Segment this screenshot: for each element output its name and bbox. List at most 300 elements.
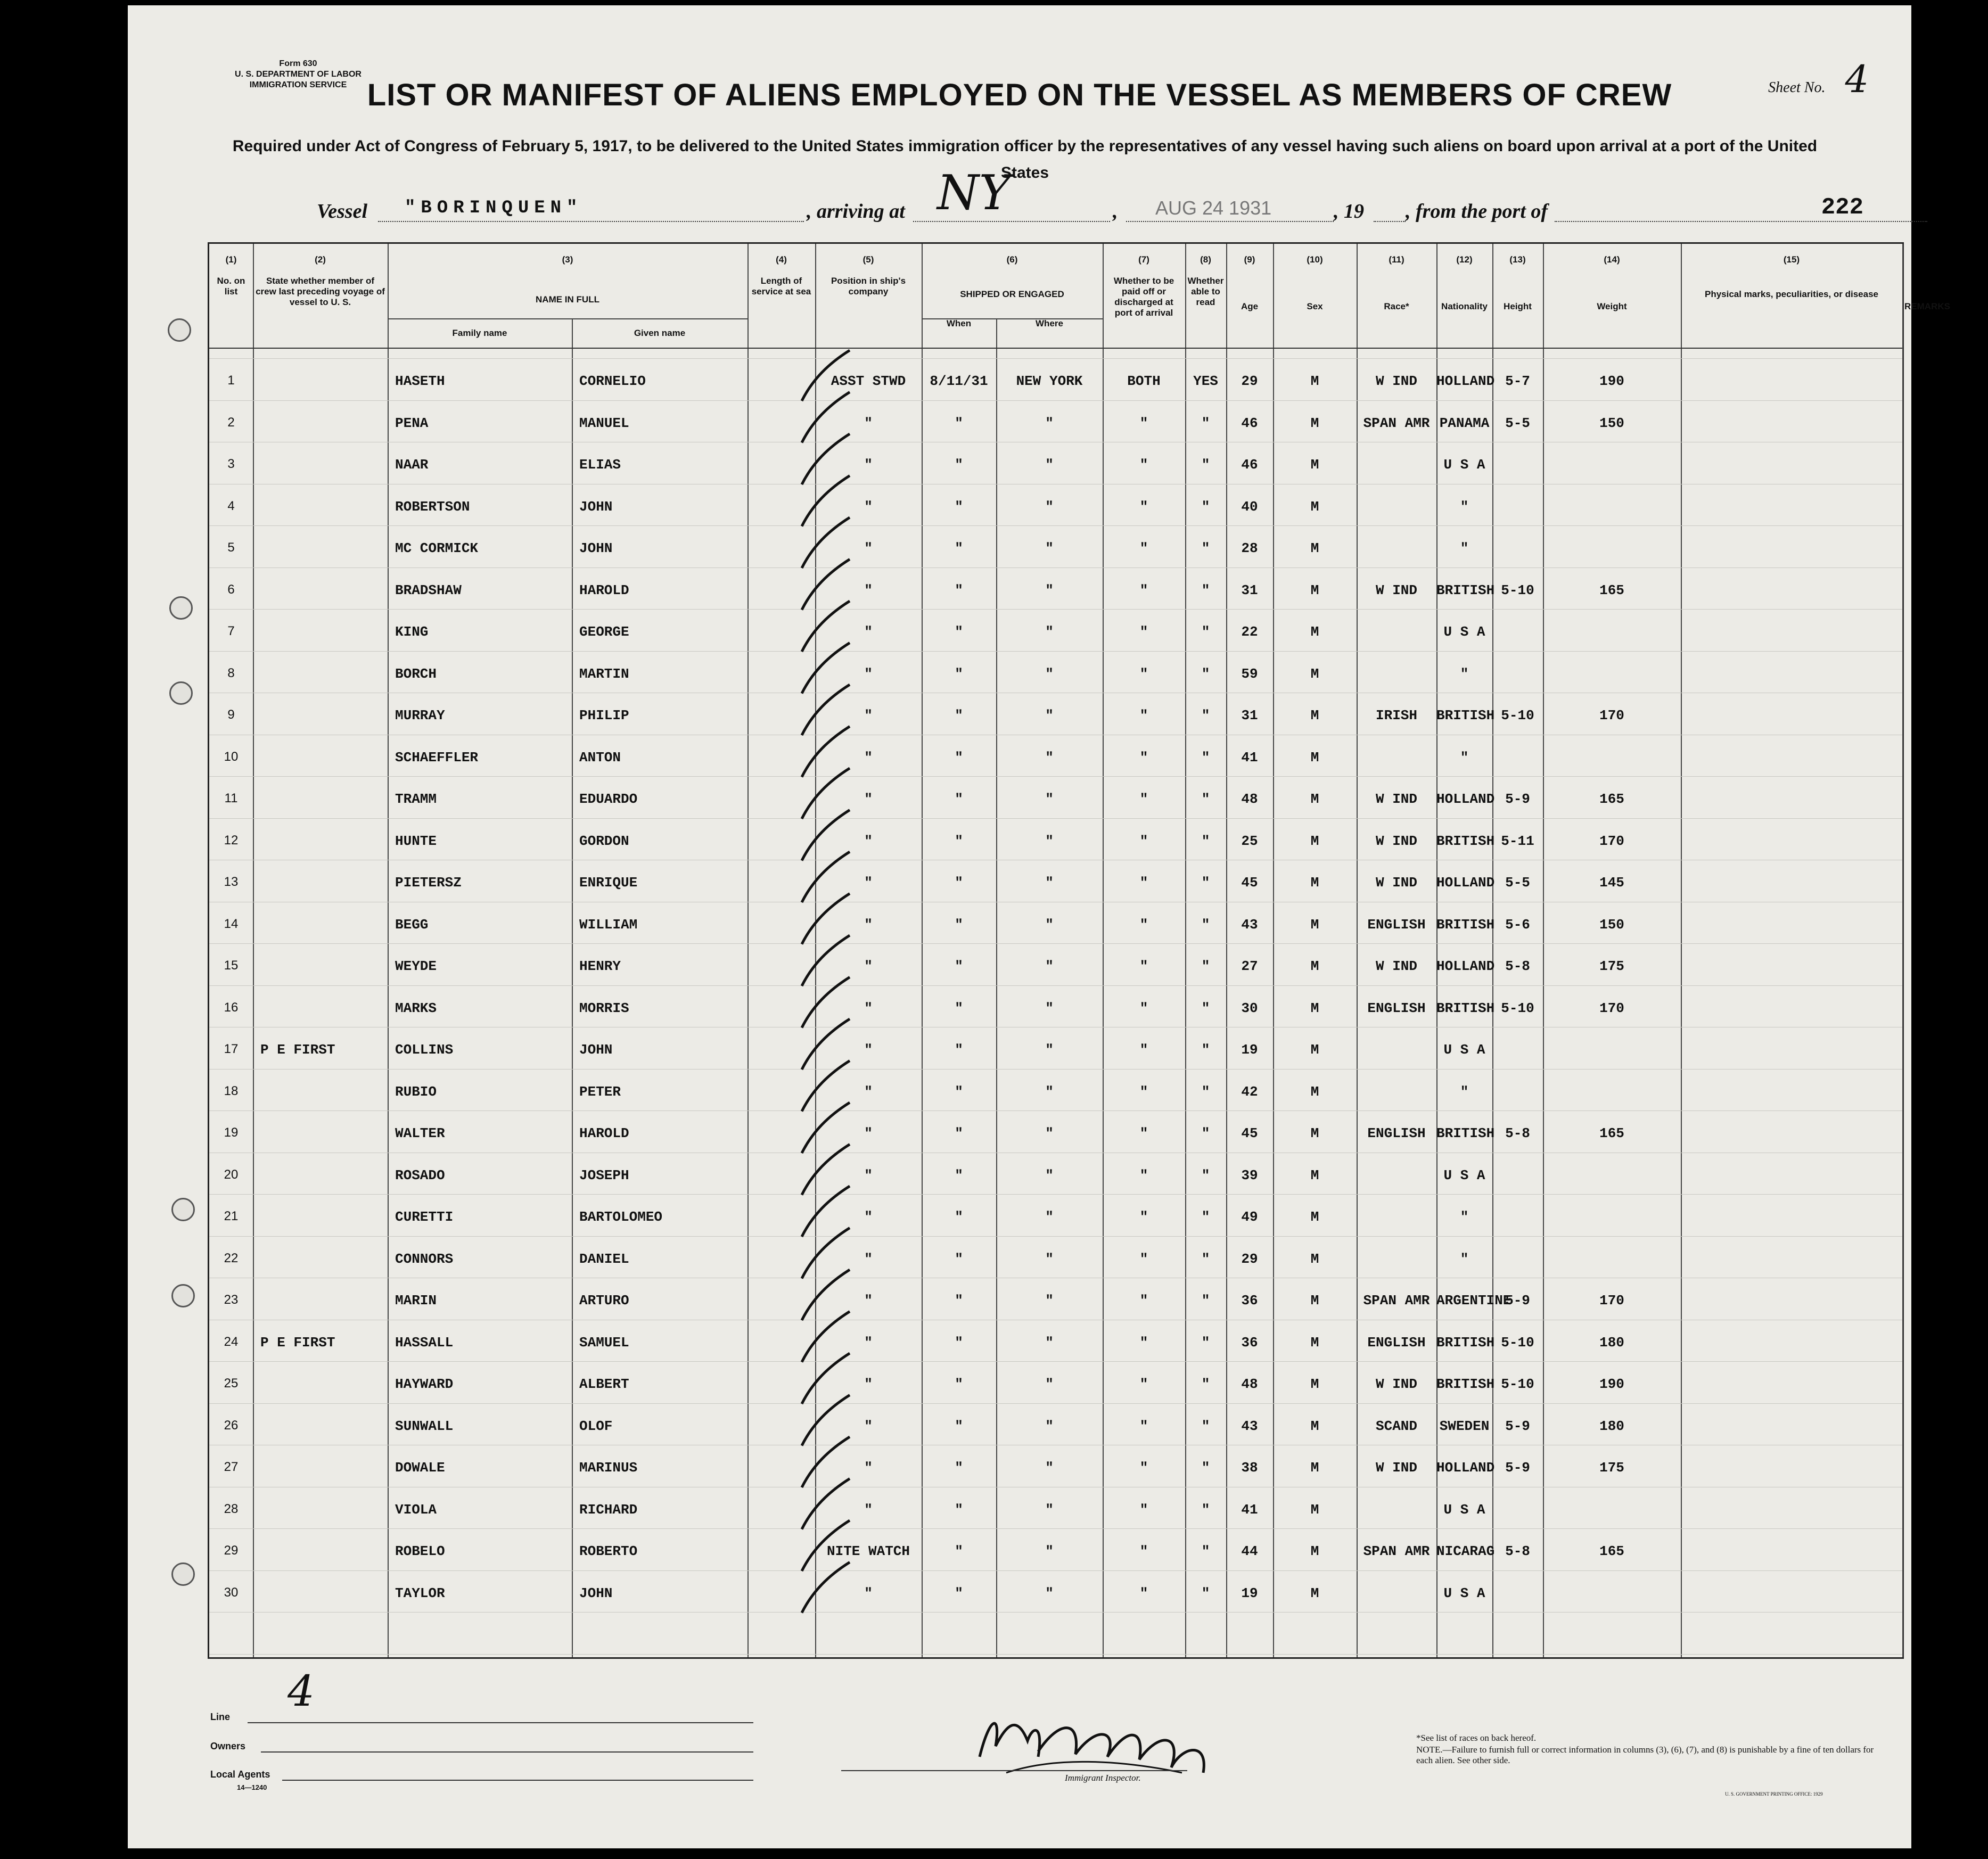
check-slash: [802, 1061, 850, 1112]
nationality: ": [1460, 1251, 1469, 1267]
race: IRISH: [1375, 708, 1417, 723]
family-name: ROSADO: [395, 1167, 445, 1183]
able-to-read: ": [1201, 1460, 1210, 1476]
age: 36: [1241, 1293, 1258, 1309]
shipped-when: ": [955, 415, 963, 431]
paid-off: ": [1139, 749, 1148, 766]
able-to-read: ": [1201, 708, 1210, 723]
paid-off: ": [1139, 540, 1148, 556]
row-number: 7: [227, 624, 235, 638]
row-number: 29: [224, 1543, 239, 1558]
race: W IND: [1375, 833, 1417, 849]
page-subtitle: Required under Act of Congress of February 5, 1917, to be delivered to the United States immigration officer by the representatives of any vessel having such aliens on board upon arrival at a port of the United States: [232, 137, 1818, 182]
position: ": [864, 1501, 873, 1518]
age: 38: [1241, 1460, 1258, 1476]
family-name: SCHAEFFLER: [395, 749, 479, 766]
height: 5-9: [1505, 1293, 1530, 1309]
shipped-where: ": [1045, 958, 1054, 974]
age: 48: [1241, 791, 1258, 807]
check-slash: [802, 1353, 850, 1404]
check-slash: [802, 1145, 850, 1195]
subheader-when: When: [946, 318, 972, 328]
nationality: BRITISH: [1436, 1125, 1495, 1141]
family-name: BORCH: [395, 665, 437, 682]
weight: 175: [1599, 1460, 1624, 1476]
check-slash: [802, 852, 850, 902]
age: 49: [1241, 1209, 1258, 1225]
check-slash: [802, 1228, 850, 1279]
able-to-read: ": [1201, 791, 1210, 807]
given-name: ALBERT: [579, 1376, 629, 1392]
column-header: Height: [1504, 301, 1532, 311]
family-name: CURETTI: [395, 1209, 454, 1225]
family-name: HASSALL: [395, 1334, 454, 1351]
from-port-label: , from the port of: [1406, 200, 1548, 223]
given-name: JOSEPH: [579, 1167, 629, 1183]
height: 5-5: [1505, 415, 1530, 431]
check-slash: [802, 601, 850, 652]
paid-off: ": [1139, 1460, 1148, 1476]
given-name: HAROLD: [579, 1125, 629, 1141]
age: 36: [1241, 1334, 1258, 1351]
shipped-when: ": [955, 1501, 963, 1518]
nationality: U S A: [1443, 1501, 1485, 1518]
check-slash: [802, 768, 850, 819]
race: ENGLISH: [1367, 916, 1426, 933]
nationality: HOLLAND: [1436, 373, 1495, 389]
check-slash: [802, 643, 850, 694]
inspector-label: Immigrant Inspector.: [1065, 1773, 1141, 1783]
age: 27: [1241, 958, 1258, 974]
position: ": [864, 415, 873, 431]
sex: M: [1310, 457, 1319, 473]
check-slash: [802, 1019, 850, 1070]
paid-off: ": [1139, 1585, 1148, 1601]
row-number: 20: [224, 1167, 239, 1182]
family-name: NAAR: [395, 457, 429, 473]
shipped-when: ": [955, 1460, 963, 1476]
shipped-when: 8/11/31: [930, 373, 988, 389]
column-header: Position in ship's company: [831, 276, 906, 297]
check-slash: [802, 894, 850, 944]
shipped-where: ": [1045, 498, 1054, 515]
sex: M: [1310, 1460, 1319, 1476]
shipped-when: ": [955, 1125, 963, 1141]
paid-off: ": [1139, 833, 1148, 849]
column-number: (15): [1783, 254, 1800, 265]
sex: M: [1310, 1042, 1319, 1058]
given-name: PHILIP: [579, 708, 629, 723]
family-name: PENA: [395, 415, 429, 431]
paid-off: BOTH: [1127, 373, 1161, 389]
height: 5-9: [1505, 1460, 1530, 1476]
column-header: Whether able to read: [1187, 276, 1224, 307]
position: ": [864, 457, 873, 473]
position: ": [864, 958, 873, 974]
age: 29: [1241, 1251, 1258, 1267]
race: SPAN AMR: [1363, 415, 1430, 431]
age: 19: [1241, 1585, 1258, 1601]
shipped-when: ": [955, 708, 963, 723]
position: NITE WATCH: [826, 1543, 910, 1559]
family-name: MARIN: [395, 1293, 437, 1309]
age: 22: [1241, 624, 1258, 640]
column-number: (10): [1307, 254, 1323, 265]
able-to-read: ": [1201, 1125, 1210, 1141]
row-number: 8: [227, 665, 235, 680]
check-slash: [802, 392, 850, 443]
weight: 180: [1599, 1418, 1624, 1434]
shipped-when: ": [955, 457, 963, 473]
check-slash: [802, 1312, 850, 1362]
height: 5-9: [1505, 1418, 1530, 1434]
family-name: MURRAY: [395, 708, 445, 723]
nationality: SWEDEN: [1439, 1418, 1490, 1434]
family-name: ROBELO: [395, 1543, 445, 1559]
able-to-read: ": [1201, 1000, 1210, 1016]
shipped-where: ": [1045, 1042, 1054, 1058]
height: 5-5: [1505, 875, 1530, 891]
paid-off: ": [1139, 1167, 1148, 1183]
position: ": [864, 1376, 873, 1392]
shipped-where: ": [1045, 457, 1054, 473]
shipped-when: ": [955, 833, 963, 849]
age: 59: [1241, 665, 1258, 682]
binder-hole: [101, 1573, 127, 1599]
race: W IND: [1375, 958, 1417, 974]
position: ": [864, 1125, 873, 1141]
check-slash: [802, 810, 850, 861]
arriving-port-handwritten: NY: [937, 165, 1011, 221]
sex: M: [1310, 708, 1319, 723]
shipped-where: ": [1045, 1376, 1054, 1392]
shipped-when: ": [955, 1042, 963, 1058]
ring-mark: [168, 318, 191, 342]
position: ": [864, 875, 873, 891]
shipped-where: ": [1045, 415, 1054, 431]
age: 43: [1241, 916, 1258, 933]
given-name: ROBERTO: [579, 1543, 638, 1559]
able-to-read: ": [1201, 1585, 1210, 1601]
nationality: BRITISH: [1436, 833, 1495, 849]
shipped-where: ": [1045, 665, 1054, 682]
check-slash: [802, 1562, 850, 1613]
sex: M: [1310, 498, 1319, 515]
sex: M: [1310, 1209, 1319, 1225]
age: 31: [1241, 708, 1258, 723]
shipped-where: NEW YORK: [1016, 373, 1083, 389]
paid-off: ": [1139, 498, 1148, 515]
paid-off: ": [1139, 1501, 1148, 1518]
able-to-read: ": [1201, 1083, 1210, 1100]
sheet-number: 4: [1845, 57, 1869, 101]
race-note: *See list of races on back hereof.: [1416, 1733, 1537, 1743]
weight: 170: [1599, 833, 1624, 849]
vessel-name: "BORINQUEN": [405, 198, 583, 218]
column-number: (3): [562, 254, 573, 265]
weight: 170: [1599, 708, 1624, 723]
ring-mark: [171, 1198, 195, 1221]
age: 41: [1241, 749, 1258, 766]
shipped-where: ": [1045, 749, 1054, 766]
able-to-read: ": [1201, 498, 1210, 515]
paid-off: ": [1139, 1083, 1148, 1100]
given-name: MORRIS: [579, 1000, 629, 1016]
paid-off: ": [1139, 958, 1148, 974]
owners-label: Owners: [210, 1741, 246, 1751]
nationality: ": [1460, 498, 1469, 515]
shipped-when: ": [955, 540, 963, 556]
shipped-when: ": [955, 1000, 963, 1016]
sex: M: [1310, 916, 1319, 933]
nationality: ": [1460, 665, 1469, 682]
nationality: NICARAG: [1436, 1543, 1495, 1559]
paid-off: ": [1139, 916, 1148, 933]
weight: 165: [1599, 791, 1624, 807]
date-stamp: AUG 24 1931: [1155, 197, 1272, 219]
given-name: GEORGE: [579, 624, 629, 640]
paid-off: ": [1139, 708, 1148, 723]
sex: M: [1310, 958, 1319, 974]
form-code: 14—1240: [237, 1783, 267, 1791]
position: ": [864, 1083, 873, 1100]
year-label: , 19: [1334, 200, 1364, 223]
able-to-read: ": [1201, 833, 1210, 849]
check-slash: [802, 560, 850, 610]
column-number: (2): [315, 254, 326, 265]
row-number: 5: [227, 540, 235, 555]
shipped-when: ": [955, 498, 963, 515]
sex: M: [1310, 582, 1319, 598]
nationality: BRITISH: [1436, 916, 1495, 933]
age: 46: [1241, 415, 1258, 431]
age: 42: [1241, 1083, 1258, 1100]
family-name: WALTER: [395, 1125, 445, 1141]
able-to-read: ": [1201, 1042, 1210, 1058]
sheet-label: Sheet No.: [1768, 79, 1826, 96]
arriving-label: , arriving at: [807, 200, 905, 223]
age: 29: [1241, 373, 1258, 389]
row-number: 23: [224, 1293, 239, 1307]
race: SPAN AMR: [1363, 1543, 1430, 1559]
race: W IND: [1375, 791, 1417, 807]
able-to-read: ": [1201, 1334, 1210, 1351]
position: ": [864, 1251, 873, 1267]
given-name: ANTON: [579, 749, 621, 766]
able-to-read: ": [1201, 875, 1210, 891]
row-number: 3: [227, 457, 235, 471]
able-to-read: ": [1201, 1167, 1210, 1183]
race: SCAND: [1375, 1418, 1417, 1434]
height: 5-10: [1501, 1376, 1534, 1392]
shipped-where: ": [1045, 624, 1054, 640]
age: 30: [1241, 1000, 1258, 1016]
given-name: JOHN: [579, 498, 613, 515]
race: SPAN AMR: [1363, 1293, 1430, 1309]
check-slash: [802, 1270, 850, 1320]
sex: M: [1310, 1000, 1319, 1016]
able-to-read: ": [1201, 624, 1210, 640]
position: ": [864, 1460, 873, 1476]
check-slash: [802, 1395, 850, 1446]
paid-off: ": [1139, 1334, 1148, 1351]
shipped-where: ": [1045, 1251, 1054, 1267]
shipped-where: ": [1045, 916, 1054, 933]
check-slash: [802, 977, 850, 1028]
vessel-label: Vessel: [317, 200, 367, 223]
height: 5-6: [1505, 916, 1530, 933]
row-number: 18: [224, 1083, 239, 1098]
service-name: IMMIGRATION SERVICE: [249, 80, 347, 89]
height: 5-10: [1501, 1334, 1534, 1351]
position: ": [864, 540, 873, 556]
shipped-where: ": [1045, 1209, 1054, 1225]
given-name: ARTURO: [579, 1293, 629, 1309]
position: ": [864, 749, 873, 766]
row-number: 16: [224, 1000, 239, 1015]
row-number: 27: [224, 1460, 239, 1474]
age: 40: [1241, 498, 1258, 515]
family-name: PIETERSZ: [395, 875, 462, 891]
sex: M: [1310, 1167, 1319, 1183]
position: ": [864, 916, 873, 933]
weight: 190: [1599, 1376, 1624, 1392]
column-number: (9): [1244, 254, 1255, 265]
row-number: 11: [224, 791, 238, 805]
shipped-when: ": [955, 791, 963, 807]
ring-mark: [169, 596, 193, 620]
position: ": [864, 1042, 873, 1058]
able-to-read: ": [1201, 582, 1210, 598]
weight: 180: [1599, 1334, 1624, 1351]
column-header: Nationality: [1441, 301, 1488, 311]
position: ": [864, 1293, 873, 1309]
height: 5-10: [1501, 1000, 1534, 1016]
sex: M: [1310, 833, 1319, 849]
able-to-read: ": [1201, 415, 1210, 431]
shipped-when: ": [955, 1083, 963, 1100]
family-name: CONNORS: [395, 1251, 454, 1267]
subheader-given-name: Given name: [634, 328, 686, 338]
row-number: 21: [224, 1209, 239, 1223]
shipped-when: ": [955, 875, 963, 891]
column-number: (6): [1006, 254, 1018, 265]
row-number: 17: [224, 1042, 239, 1056]
shipped-when: ": [955, 1376, 963, 1392]
check-slash: [802, 727, 850, 777]
height: 5-10: [1501, 582, 1534, 598]
paid-off: ": [1139, 665, 1148, 682]
column-header: State whether member of crew last preceding voyage of vessel to U. S.: [256, 276, 385, 307]
sex: M: [1310, 624, 1319, 640]
paid-off: ": [1139, 791, 1148, 807]
age: 45: [1241, 875, 1258, 891]
given-name: MARINUS: [579, 1460, 638, 1476]
nationality: PANAMA: [1439, 415, 1490, 431]
shipped-where: ": [1045, 875, 1054, 891]
page-title: LIST OR MANIFEST OF ALIENS EMPLOYED ON THE VESSEL AS MEMBERS OF CREW: [367, 78, 1672, 112]
nationality: ": [1460, 1209, 1469, 1225]
nationality: U S A: [1443, 624, 1485, 640]
check-slash: [802, 1103, 850, 1153]
nationality: BRITISH: [1436, 1376, 1495, 1392]
row-number: 13: [224, 875, 239, 889]
row-number: 6: [227, 582, 235, 597]
check-slash: [802, 935, 850, 986]
shipped-when: ": [955, 665, 963, 682]
column-header: Weight: [1597, 301, 1627, 311]
paid-off: ": [1139, 1209, 1148, 1225]
race: W IND: [1375, 582, 1417, 598]
able-to-read: ": [1201, 665, 1210, 682]
sex: M: [1310, 415, 1319, 431]
sex: M: [1310, 1293, 1319, 1309]
height: 5-11: [1501, 833, 1534, 849]
nationality: ": [1460, 540, 1469, 556]
crew-table: [208, 242, 1950, 1659]
position: ": [864, 624, 873, 640]
given-name: DANIEL: [579, 1251, 629, 1267]
column-number: (12): [1456, 254, 1473, 265]
nationality: BRITISH: [1436, 708, 1495, 723]
check-slash: [802, 1186, 850, 1237]
prior-voyage: P E FIRST: [260, 1334, 335, 1351]
check-slash: [802, 1437, 850, 1487]
shipped-when: ": [955, 1418, 963, 1434]
weight: 175: [1599, 958, 1624, 974]
manifest-sheet: Form 630 U. S. DEPARTMENT OF LABOR IMMIGRATION SERVICE Sheet No. 4 LIST OR MANIFEST OF ALIENS EMPLOYED ON THE VESSEL AS MEMBERS OF CREW Required under Act of Congress of February 5, 1917, to be delivered to the United States immigration officer by the representatives of any vessel having such aliens on board upon arrival at a port of the United States Vessel "BORINQUEN" , arriving at NY , AUG 24 1931 , 19 , from the port of 222 (1) No. on list (2) State whether member of crew last preceding voyage of vessel to U. S. (3) NAME IN FULL (4) Length of service at sea (5) Position in ship's company (6) SHIPPED OR ENGAGED (7) Whether to be paid off or discharged at port of arrival (8) Whether able to read (9) Age (10) Sex (11) Race* (12) Nationality (13) Height (14) Weight (15) Physical marks, peculiarities, or disease REMARKS Family name Given name When Where 1 HASETH CORNELIO ASST STWD 8/11/31 NEW YORK BOTH YES 29 M W IND HOLLAND 5-7 190 2 PENA MANUEL " " " " " 46 M SPAN AMR PANAMA 5-5 150 3 NAAR ELIAS " " " " " 46 M U S A 4 ROBERTSON JOHN " " " " " 40 M " 5 MC CORMICK JOHN " " " " " 28 M " 6 BRADSHAW HAROLD " " " " " 31 M W IND BRITISH 5-10 165 7 KING GEORGE " " " " " 22 M U S A 8 BORCH MARTIN " " " " " 59 M " 9 MURRAY PHILIP " " " " " 31 M IRISH BRITISH 5-10 170 10 SCHAEFFLER ANTON " " " " " 41 M " 11 TRAMM EDUARDO " " " " " 48 M W IND HOLLAND 5-9 165 12 HUNTE GORDON " " " " " 25 M W IND BRITISH 5-11 170 13 PIETERSZ ENRIQUE " " " " " 45 M W IND HOLLAND 5-5 145 14 BEGG WILLIAM " " " " " 43 M ENGLISH BRITISH 5-6 150 15 WEYDE HENRY " " " " " 27 M W IND HOLLAND 5-8 175 16 MARKS MORRIS " " " " " 30 M ENGLISH BRITISH 5-10 170 17 P E FIRST COLLINS JOHN " " " " " 19 M U S A 18 RUBIO PETER " " " " " 42 M " 19 WALTER HAROLD " " " " " 45 M ENGLISH BRITISH 5-8 165 20 ROSADO JOSEPH " " " " " 39 M U S A 21 CURETTI BARTOLOMEO " " " " " 49 M " 22 CONNORS DANIEL " " " " " 29 M " 23 MARIN ARTURO " " " " " 36 M SPAN AMR ARGENTINE 5-9 170 24 P E FIRST HASSALL SAMUEL " " " " " 36 M ENGLISH BRITISH 5-10 180 25 HAYWARD ALBERT " " " " " 48 M W IND BRITISH 5-10 190 26 SUNWALL OLOF " " " " " 43 M SCAND SWEDEN 5-9 180 27 DOWALE MARINUS " " " " " 38 M W IND HOLLAND 5-9 175 28 VIOLA RICHARD " " " " " 41 M U S A 29 ROBELO ROBERTO NITE WATCH " " " " 44 M SPAN AMR NICARAG 5-8 165 30 TAYLOR JOHN " " " " " 19 M U S A 4 Line Owners Local Agents 14—1240 Immigrant Inspector. *See list of races on back hereof. NOTE.—Failure to furnish full or correct information in columns (3), (6), (7), and (8) is punishable by a fine of ten dollars for each alien. See other side. U. S. GOVERNMENT PRINTING OFFICE: 1929: [128, 5, 1911, 1848]
row-number: 24: [224, 1334, 239, 1349]
column-number: (11): [1389, 254, 1404, 265]
age: 19: [1241, 1042, 1258, 1058]
race: ENGLISH: [1367, 1334, 1426, 1351]
race: ENGLISH: [1367, 1000, 1426, 1016]
race: W IND: [1375, 1460, 1417, 1476]
able-to-read: ": [1201, 1251, 1210, 1267]
age: 48: [1241, 1376, 1258, 1392]
shipped-where: ": [1045, 1167, 1054, 1183]
weight: 170: [1599, 1000, 1624, 1016]
shipped-where: ": [1045, 1501, 1054, 1518]
age: 28: [1241, 540, 1258, 556]
subheader-family-name: Family name: [452, 328, 507, 338]
paid-off: ": [1139, 457, 1148, 473]
column-header: No. on list: [217, 276, 245, 297]
given-name: ELIAS: [579, 457, 621, 473]
able-to-read: ": [1201, 540, 1210, 556]
given-name: JOHN: [579, 1042, 613, 1058]
able-to-read: ": [1201, 1501, 1210, 1518]
shipped-when: ": [955, 749, 963, 766]
family-name: HAYWARD: [395, 1376, 454, 1392]
height: 5-10: [1501, 708, 1534, 723]
position: ": [864, 665, 873, 682]
paid-off: ": [1139, 1543, 1148, 1559]
sex: M: [1310, 1125, 1319, 1141]
shipped-when: ": [955, 1293, 963, 1309]
binder-hole: [99, 1293, 125, 1318]
shipped-when: ": [955, 1334, 963, 1351]
row-number: 10: [224, 749, 239, 764]
able-to-read: YES: [1193, 373, 1218, 389]
row-number: 14: [224, 916, 239, 931]
subheader-where: Where: [1036, 318, 1063, 328]
weight: 150: [1599, 415, 1624, 431]
row-number: 22: [224, 1251, 239, 1265]
check-slash: [802, 476, 850, 527]
shipped-where: ": [1045, 1460, 1054, 1476]
paid-off: ": [1139, 875, 1148, 891]
